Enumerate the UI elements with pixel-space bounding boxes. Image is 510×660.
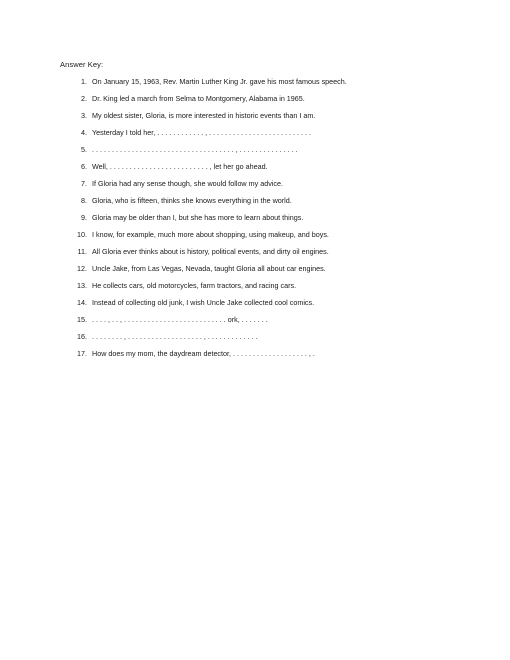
answer-item — [62, 348, 462, 365]
answer-item — [62, 246, 462, 263]
item-number: 15. — [77, 315, 87, 324]
answer-item — [62, 76, 462, 93]
item-text: . . . . , . . , . . . . . . . . . . . . . . . . . . . . . . . . . . ork, . . . . . . . — [92, 315, 268, 324]
item-text: Gloria, who is fifteen, thinks she knows everything in the world. — [92, 196, 292, 205]
item-text: Well, . . . . . . . . . . . . . . . . . . . . . . . . . , let her go ahead. — [92, 162, 268, 171]
item-number: 1. — [81, 77, 87, 86]
item-number: 7. — [81, 179, 87, 188]
item-text: On January 15, 1963, Rev. Martin Luther King Jr. gave his most famous speech. — [92, 77, 347, 86]
item-text: Dr. King led a march from Selma to Montgomery, Alabama in 1965. — [92, 94, 305, 103]
answer-item — [62, 331, 462, 348]
answer-item — [62, 110, 462, 127]
item-text: All Gloria ever thinks about is history, political events, and dirty oil engines. — [92, 247, 329, 256]
item-text: Yesterday I told her, . . . . . . . . . . . . , . . . . . . . . . . . . . . . . . . . . . . . . . . — [92, 128, 312, 137]
answer-list — [62, 76, 462, 365]
item-text: How does my mom, the daydream detector, . . . . . . . . . . . . . . . . . . . , . — [92, 349, 315, 358]
item-number: 14. — [77, 298, 87, 307]
item-number: 12. — [77, 264, 87, 273]
item-number: 4. — [81, 128, 87, 137]
answer-item — [62, 161, 462, 178]
item-number: 11. — [77, 247, 87, 256]
item-text: Instead of collecting old junk, I wish Uncle Jake collected cool comics. — [92, 298, 315, 307]
item-number: 3. — [81, 111, 87, 120]
item-number: 8. — [81, 196, 87, 205]
answer-item — [62, 297, 462, 314]
item-text: I know, for example, much more about shopping, using makeup, and boys. — [92, 230, 329, 239]
answer-item — [62, 263, 462, 280]
item-number: 10. — [77, 230, 87, 239]
answer-item — [62, 212, 462, 229]
answer-key-heading: Answer Key: — [60, 60, 104, 69]
answer-item — [62, 144, 462, 161]
item-text: . . . . . . . . , . . . . . . . . . . . . . . . . . . . , . . . . . . . . . . . . . — [92, 332, 258, 341]
item-text: My oldest sister, Gloria, is more interested in historic events than I am. — [92, 111, 316, 120]
answer-item — [62, 314, 462, 331]
item-number: 17. — [77, 349, 87, 358]
answer-item — [62, 93, 462, 110]
item-number: 13. — [77, 281, 87, 290]
item-number: 5. — [81, 145, 87, 154]
answer-item — [62, 229, 462, 246]
answer-item — [62, 127, 462, 144]
item-number: 16. — [77, 332, 87, 341]
answer-item — [62, 280, 462, 297]
item-text: Uncle Jake, from Las Vegas, Nevada, taught Gloria all about car engines. — [92, 264, 326, 273]
item-text: If Gloria had any sense though, she would follow my advice. — [92, 179, 283, 188]
answer-item — [62, 195, 462, 212]
item-number: 2. — [81, 94, 87, 103]
item-text: He collects cars, old motorcycles, farm tractors, and racing cars. — [92, 281, 297, 290]
item-text: . . . . . . . . . . . . . . . . . . . . . . . . . . . . . . . . . . . . , . . . . . . . . . . . . . . . — [92, 145, 298, 154]
answer-item — [62, 178, 462, 195]
item-text: Gloria may be older than I, but she has more to learn about things. — [92, 213, 304, 222]
item-number: 9. — [81, 213, 87, 222]
item-number: 6. — [81, 162, 87, 171]
